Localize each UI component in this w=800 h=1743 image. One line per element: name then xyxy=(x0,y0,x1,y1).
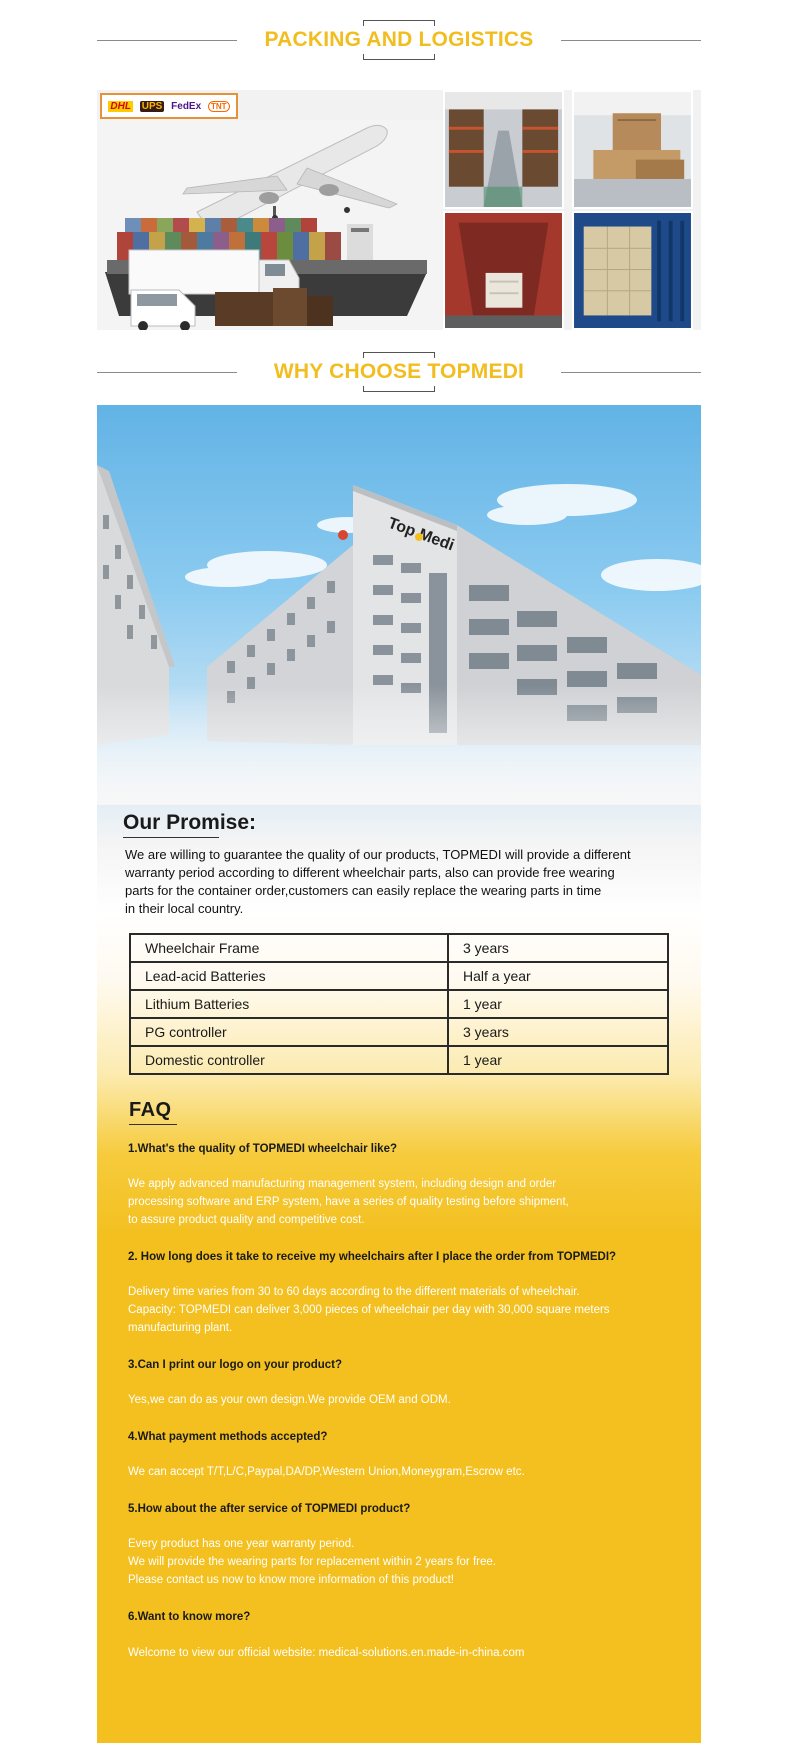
header-bracket-bottom xyxy=(363,391,435,392)
factory-building-image xyxy=(97,405,701,805)
faq-answer[interactable] xyxy=(128,1644,698,1662)
container-cartons-photo xyxy=(572,211,693,330)
warranty-period: 1 year xyxy=(448,990,668,1018)
container-loading-photo xyxy=(443,211,564,330)
header-rule-right xyxy=(561,372,701,373)
warranty-period: 3 years xyxy=(448,934,668,962)
faq-question: 1.What's the quality of TOPMEDI wheelchair like? xyxy=(128,1143,397,1155)
table-row xyxy=(130,934,668,962)
faq-question: 4.What payment methods accepted? xyxy=(128,1431,328,1443)
promise-line: warranty period according to different wheelchair parts, also can provide free wearing xyxy=(125,865,615,880)
fedex-logo: FedEx xyxy=(171,100,202,112)
faq-underline xyxy=(129,1124,177,1125)
faq-answer: We can accept T/T,L/C,Paypal,DA/DP,Western Union,Moneygram,Escrow etc. xyxy=(128,1466,525,1478)
warranty-part: Domestic controller xyxy=(130,1046,448,1074)
warranty-period: 3 years xyxy=(448,1018,668,1046)
section-title-packing: PACKING AND LOGISTICS xyxy=(264,28,534,51)
website-link[interactable]: Welcome to view our official website: medical-solutions.en.made-in-china.com xyxy=(128,1647,525,1659)
warranty-table xyxy=(129,933,669,1075)
warranty-part: PG controller xyxy=(130,1018,448,1046)
header-bracket-top xyxy=(363,352,435,353)
header-bracket-top xyxy=(363,20,435,21)
promise-line: We are willing to guarantee the quality of our products, TOPMEDI will provide a different xyxy=(125,847,631,862)
van-icon xyxy=(131,290,195,330)
promise-line: in their local country. xyxy=(125,901,244,916)
table-row xyxy=(130,990,668,1018)
warranty-part: Wheelchair Frame xyxy=(130,934,448,962)
promise-line: parts for the container order,customers can easily replace the wearing parts in time xyxy=(125,883,602,898)
ups-logo: UPS xyxy=(141,100,163,112)
faq-question: 6.Want to know more? xyxy=(128,1611,251,1623)
why-header xyxy=(97,352,701,392)
warranty-period: Half a year xyxy=(448,962,668,990)
packing-header xyxy=(97,20,701,60)
table-row xyxy=(130,1046,668,1074)
warehouse-racks-photo xyxy=(443,90,564,209)
section-title-why: WHY CHOOSE TOPMEDI xyxy=(273,360,525,383)
warranty-part: Lead-acid Batteries xyxy=(130,962,448,990)
why-choose-panel xyxy=(97,405,701,1743)
table-row xyxy=(130,1018,668,1046)
courier-logos xyxy=(100,93,238,119)
faq-answer: Delivery time varies from 30 to 60 days according to the different materials of wheelchair. Capacity: TOPMEDI can deliver 3,000 pieces of wheelchair per day with 30,000 square meters manufacturing plant. xyxy=(128,1286,610,1334)
dhl-logo: DHL xyxy=(110,100,131,112)
building-sign: Top Medi xyxy=(385,514,457,555)
promise-underline xyxy=(123,837,219,838)
header-rule-right xyxy=(561,40,701,41)
warranty-period: 1 year xyxy=(448,1046,668,1074)
faq-answer: We apply advanced manufacturing management system, including design and order processing software and ERP system, have a series of quality testing before shipment, to assure product quality and competitive cost. xyxy=(128,1178,569,1226)
packed-cartons-photo xyxy=(572,90,693,209)
faq-question: 2. How long does it take to receive my wheelchairs after I place the order from TOPMEDI? xyxy=(128,1251,617,1263)
promise-text xyxy=(125,846,685,918)
faq-question: 3.Can I print our logo on your product? xyxy=(128,1359,343,1371)
header-bracket-bottom xyxy=(363,59,435,60)
warranty-part: Lithium Batteries xyxy=(130,990,448,1018)
faq-title: FAQ xyxy=(129,1099,172,1121)
warehouse-photo-grid xyxy=(443,90,701,330)
table-row xyxy=(130,962,668,990)
logistics-image xyxy=(97,90,701,330)
faq-answer: Yes,we can do as your own design.We provide OEM and ODM. xyxy=(128,1394,451,1406)
promise-title: Our Promise: xyxy=(123,811,257,834)
faq-answer: Every product has one year warranty period. We will provide the wearing parts for replacement within 2 years for free. Please contact us now to know more information of this product! xyxy=(128,1538,496,1586)
tnt-logo: TNT xyxy=(208,101,230,112)
transport-illustration xyxy=(97,120,442,330)
faq-question: 5.How about the after service of TOPMEDI product? xyxy=(128,1503,411,1515)
